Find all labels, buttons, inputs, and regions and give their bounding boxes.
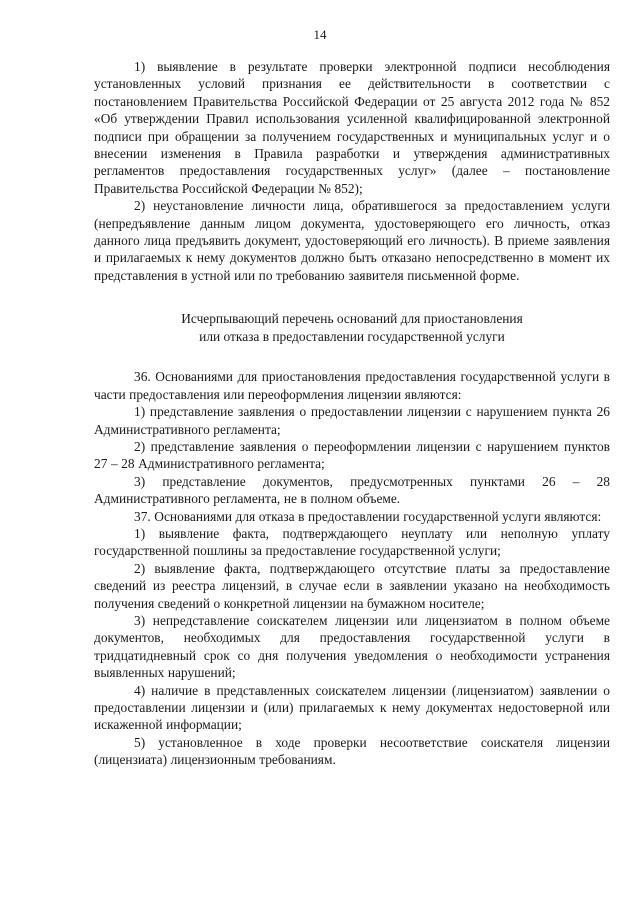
paragraph-37-item-1: 1) выявление факта, подтверждающего неуплату или неполную уплату государственной пошлины за предоставление государственной услуги; <box>94 525 610 559</box>
paragraph-37-item-4: 4) наличие в представленных соискателем лицензии (лицензиатом) заявлении о предоставлении лицензии и (или) прилагаемых к нему документах недостоверной или искаженной информации; <box>94 682 610 733</box>
paragraph-37-intro: 37. Основаниями для отказа в предоставлении государственной услуги являются: <box>134 508 602 524</box>
paragraph-37-item-5: 5) установленное в ходе проверки несоответствие соискателя лицензии (лицензиата) лицензионным требованиям. <box>94 734 610 768</box>
paragraph-36-intro: 36. Основаниями для приостановления предоставления государственной услуги в части предоставления или переоформления лицензии являются: <box>94 369 610 402</box>
section-heading-line-2: или отказа в предоставлении государственной услуги <box>199 329 505 345</box>
paragraph-signature-check: 1) выявление в результате проверки электронной подписи несоблюдения установленных условий признания ее действительности в соответствии с постановлением Правительства Российской Федерации от 25 августа 2012 года № 852 «Об утверждении Правил использования усиленной квалифицированной электронной подписи при обращении за получением государственных и муниципальных услуг и о внесении изменения в Правила разработки и утверждения административных регламентов предоставления государственных услуг» (далее – постановление Правительства Российской Федерации № 852); <box>94 59 610 196</box>
paragraph-36-item-2: 2) представление заявления о переоформлении лицензии с нарушением пунктов 27 – 28 Административного регламента; <box>94 438 610 472</box>
paragraph-37-item-3: 3) непредставление соискателем лицензии или лицензиатом в полном объеме документов, необходимых для предоставления государственной услуги в тридцатидневный срок со дня получения уведомления о необходимости устранения выявленных нарушений; <box>94 612 610 681</box>
section-heading-line-1: Исчерпывающий перечень оснований для приостановления <box>181 311 523 327</box>
paragraph-36-item-1: 1) представление заявления о предоставлении лицензии с нарушением пункта 26 Административного регламента; <box>94 404 610 437</box>
paragraph-identity-check: 2) неустановление личности лица, обратившегося за предоставлением услуги (непредъявление данным лицом документа, удостоверяющего его личность, отказ данного лица предъявить документ, удостоверяющий его личность). В приеме заявления и прилагаемых к нему документов должно быть отказано непосредственно в момент их представления в устной или по требованию заявителя письменной форме. <box>94 198 610 283</box>
page-number: 14 <box>313 27 327 42</box>
paragraph-37-item-2: 2) выявление факта, подтверждающего отсутствие платы за предоставление сведений из реестра лицензий, в случае если в заявлении указано на необходимость получения сведений о конкретной лицензии на бумажном носителе; <box>94 560 610 611</box>
paragraph-36-item-3: 3) представление документов, предусмотренных пунктами 26 – 28 Административного регламента, не в полном объеме. <box>94 473 610 507</box>
section-heading <box>94 310 610 346</box>
document-body <box>94 58 610 769</box>
